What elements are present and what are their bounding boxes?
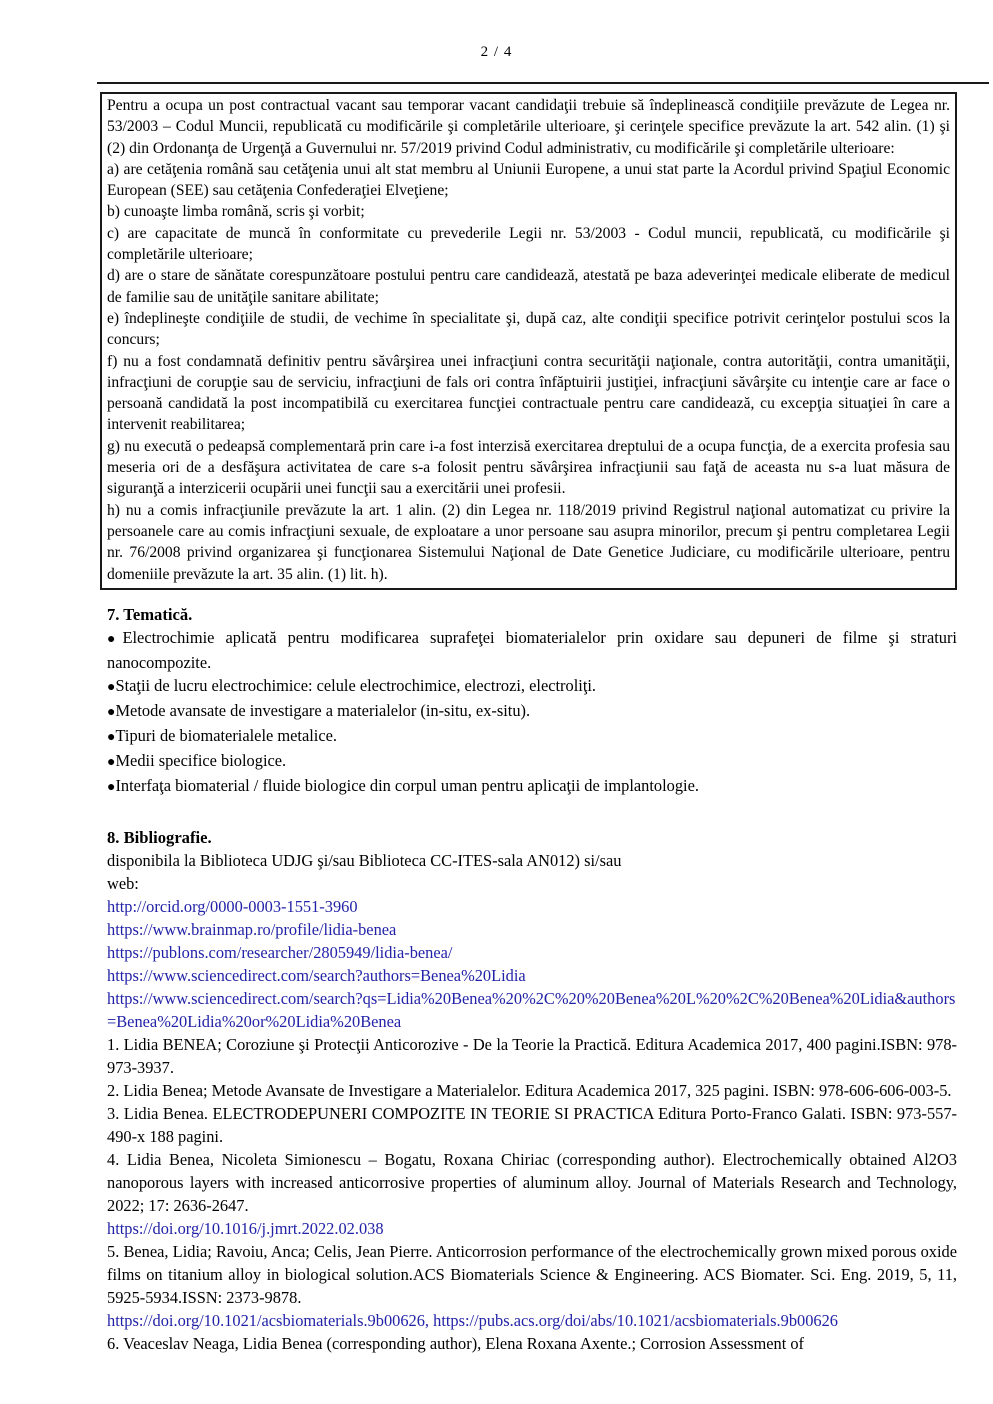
link-line [107, 1217, 957, 1240]
link-line [107, 918, 957, 941]
reference-item [107, 1148, 957, 1240]
legal-condition-f: f) nu a fost condamnată definitiv pentru săvârşirea unei infracţiuni contra securităţii naţionale, contra autorităţii, contra umanităţii, infracţiuni de corupţie sau de serviciu, infracţiuni de fals ori contra înfăptuirii justiţiei, infracţiuni săvârşite cu intenţie care ar face o persoană candidată la post incompatibilă cu exercitarea funcţiei contractuale pentru care candidează, cu excepţia situaţiei în care a intervenit reabilitarea; [107, 352, 950, 434]
reference-4-doi-link[interactable]: https://doi.org/10.1016/j.jmrt.2022.02.038 [107, 1218, 384, 1238]
link-line [107, 964, 957, 987]
link-line [107, 941, 957, 964]
reference-5-text: 5. Benea, Lidia; Ravoiu, Anca; Celis, Jean Pierre. Anticorrosion performance of the electrochemically grown mixed porous oxide films on titanium alloy in biological solution.ACS Biomaterials Science & Engineering. ACS Biomater. Sci. Eng. 2019, 5, 11, 5925-5934.ISSN: 2373-9878. [107, 1241, 957, 1307]
tematica-item: ● Electrochimie aplicată pentru modificarea suprafeţei biomaterialelor prin oxidare sau depuneri de filme şi straturi nanocompozite. [107, 626, 957, 674]
reference-5-pubs-link[interactable]: https://pubs.acs.org/doi/abs/10.1021/acsbiomaterials.9b00626 [433, 1310, 838, 1330]
sciencedirect-authors-link[interactable]: https://www.sciencedirect.com/search?authors=Benea%20Lidia [107, 965, 526, 985]
brainmap-profile-link[interactable]: https://www.brainmap.ro/profile/lidia-benea [107, 919, 397, 939]
reference-6-text: 6. Veaceslav Neaga, Lidia Benea (corresponding author), Elena Roxana Axente.; Corrosion Assessment of [107, 1333, 805, 1353]
link-line [107, 895, 957, 918]
reference-item [107, 1079, 957, 1102]
reference-item [107, 1102, 957, 1148]
reference-5-doi-link[interactable]: https://doi.org/10.1021/acsbiomaterials.9b00626 [107, 1310, 425, 1330]
link-line [107, 987, 957, 1033]
publons-researcher-link[interactable]: https://publons.com/researcher/2805949/lidia-benea/ [107, 942, 453, 962]
bibliografie-availability: disponibila la Biblioteca UDJG şi/sau Biblioteca CC-ITES-sala AN012) si/sau [107, 850, 622, 870]
legal-condition-d: d) are o stare de sănătate corespunzătoare postului pentru care candidează, atestată pe baza adeverinţei medicale eliberate de medicul de familie sau de unităţile sanitare abilitate; [107, 267, 950, 306]
reference-1-text: 1. Lidia BENEA; Coroziune şi Protecţii Anticorozive - De la Teorie la Practică. Editura Academica 2017, 400 pagini.ISBN: 978-973-3937. [107, 1034, 957, 1077]
tematica-item: ● Tipuri de biomaterialele metalice. [107, 724, 957, 749]
reference-3-text: 3. Lidia Benea. ELECTRODEPUNERI COMPOZITE IN TEORIE SI PRACTICA Editura Porto-Franco Galati. ISBN: 973-557-490-x 188 pagini. [107, 1103, 957, 1146]
legal-intro-paragraph: Pentru a ocupa un post contractual vacant sau temporar vacant candidaţii trebuie să îndeplinească condiţiile prevăzute de Legea nr. 53/2003 – Codul Muncii, republicată cu modificările şi completările ulterioare, şi cerinţele specifice prevăzute la art. 542 alin. (1) şi (2) din Ordonanţa de Urgenţă a Guvernului nr. 57/2019 privind Codul administrativ, cu modificările şi completările ulterioare: [107, 97, 950, 157]
page-number: 2 / 4 [480, 44, 513, 60]
bibliografie-web-label: web: [107, 873, 139, 893]
page-content [107, 92, 957, 1355]
legal-condition-a: a) are cetăţenia română sau cetăţenia unui alt stat membru al Uniunii Europene, a unui stat parte la Acordul privind Spaţiul Economic European (SEE) sau cetăţenia Confederaţiei Elveţiene; [107, 160, 950, 200]
reference-4-text: 4. Lidia Benea, Nicoleta Simionescu – Bogatu, Roxana Chiriac (corresponding author). Electrochemically obtained Al2O3 nanoporous layers with increased anticorrosive properties of aluminum alloy. Journal of Materials Research and Technology, 2022; 17: 2636-2647. [107, 1149, 957, 1215]
reference-item [107, 1240, 957, 1332]
tematica-item: ● Metode avansate de investigare a materialelor (in-situ, ex-situ). [107, 699, 957, 724]
legal-condition-c: c) are capacitate de muncă în conformitate cu prevederile Legii nr. 53/2003 - Codul muncii, republicată, cu modificările şi completările ulterioare; [107, 224, 950, 264]
legal-condition-e: e) îndeplineşte condiţiile de studii, de vechime în specialitate şi, după caz, alte condiţii specifice potrivit cerinţelor postului scos la concurs; [107, 309, 950, 349]
orcid-link[interactable]: http://orcid.org/0000-0003-1551-3960 [107, 896, 358, 916]
tematica-item: ● Staţii de lucru electrochimice: celule electrochimice, electrozi, electroliţi. [107, 674, 957, 699]
tematica-item: ● Interfaţa biomaterial / fluide biologice din corpul uman pentru aplicaţii de implantologie. [107, 774, 957, 799]
sciencedirect-query-link[interactable]: https://www.sciencedirect.com/search?qs=Lidia%20Benea%20%2C%20%20Benea%20L%20%2C%20Benea%20Lidia&authors=Benea%20Lidia%20or%20Lidia%20Benea [107, 988, 956, 1031]
link-line [107, 1309, 957, 1332]
legal-condition-b: b) cunoaşte limba română, scris şi vorbit; [107, 203, 365, 221]
reference-item [107, 1033, 957, 1079]
tematica-item: ● Medii specifice biologice. [107, 749, 957, 774]
legal-condition-h: h) nu a comis infracţiunile prevăzute la art. 1 alin. (2) din Legea nr. 118/2019 privind Registrul naţional automatizat cu privire la persoanele care au comis infracţiuni sexuale, de exploatare a unor persoane sau asupra minorilor, precum şi pentru completarea Legii nr. 76/2008 privind organizarea şi funcţionarea Sistemului Naţional de Date Genetice Judiciare, cu modificările ulterioare, pentru domeniile prevăzute la art. 35 alin. (1) lit. h). [107, 501, 950, 583]
section-title-tematica: 7. Tematică. [107, 604, 193, 624]
legal-condition-g: g) nu execută o pedeapsă complementară prin care i-a fost interzisă exercitarea dreptului de a ocupa funcţia, de a exercita profesia sau meseria ori de a desfăşura activitatea de care s-a folosit pentru săvârşirea infracţiunii sau faţă de aceasta nu s-a luat măsura de siguranţă a interzicerii ocupării unei funcţii sau a exercitării unei profesii. [107, 437, 950, 498]
reference-2-text: 2. Lidia Benea; Metode Avansate de Investigare a Materialelor. Editura Academica 2017, 325 pagini. ISBN: 978-606-606-003-5. [107, 1080, 952, 1100]
reference-item [107, 1332, 957, 1355]
section-title-bibliografie: 8. Bibliografie. [107, 827, 212, 847]
link-separator: , [424, 1310, 434, 1330]
legal-requirements-box [100, 92, 957, 590]
top-rule-divider [97, 82, 989, 84]
